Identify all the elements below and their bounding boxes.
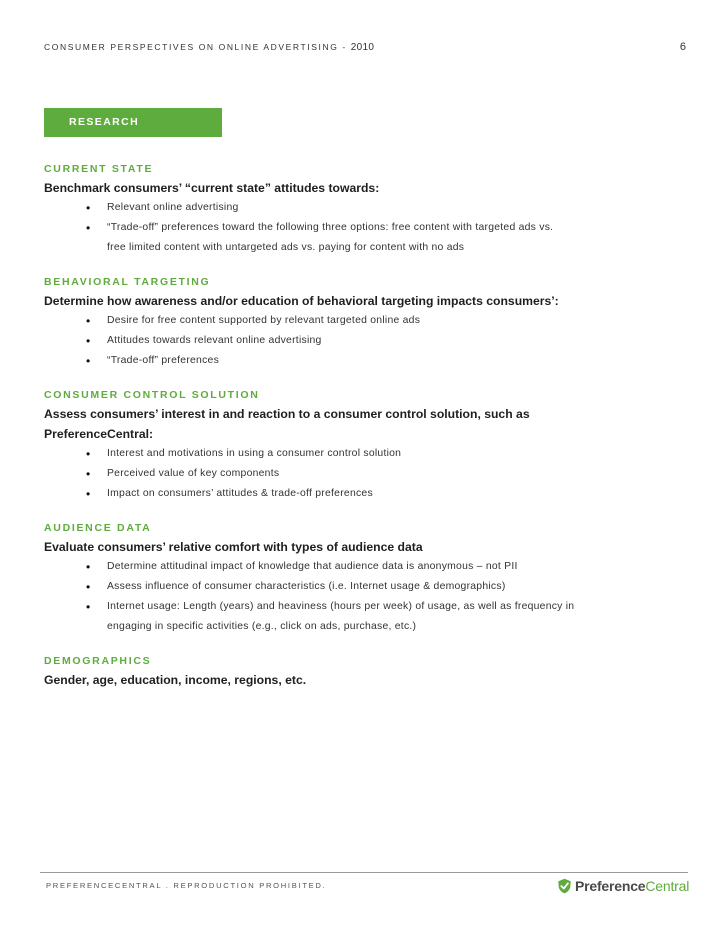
logo-text-central: Central <box>645 878 690 894</box>
logo-text-preference: Preference <box>575 878 646 894</box>
bullet-list <box>44 311 684 371</box>
bullet-item <box>44 331 684 351</box>
bullet-icon: • <box>86 487 91 501</box>
bullet-item <box>44 577 684 597</box>
bullet-icon: • <box>86 447 91 461</box>
bullet-list <box>44 557 684 637</box>
bullet-item <box>44 351 684 371</box>
bullet-item <box>44 557 684 577</box>
bullet-text: Perceived value of key components <box>107 468 280 479</box>
bullet-list <box>44 444 684 504</box>
bullet-icon: • <box>86 560 91 574</box>
objectives-content <box>44 162 684 707</box>
bullet-text: Determine attitudinal impact of knowledge that audience data is anonymous – not PII <box>107 561 518 572</box>
section-title: BEHAVIORAL TARGETING <box>44 276 211 288</box>
bullet-item <box>44 198 684 218</box>
section-title: AUDIENCE DATA <box>44 522 152 534</box>
bullet-icon: • <box>86 467 91 481</box>
section-lead: Evaluate consumers’ relative comfort with types of audience data <box>44 540 423 554</box>
bullet-icon: • <box>86 354 91 368</box>
bullet-item <box>44 597 684 617</box>
shield-check-icon <box>557 878 572 894</box>
bullet-text: engaging in specific activities (e.g., click on ads, purchase, etc.) <box>107 621 417 632</box>
bullet-text: Impact on consumers’ attitudes & trade-off preferences <box>107 488 373 499</box>
bullet-item <box>44 464 684 484</box>
bullet-text: Interest and motivations in using a consumer control solution <box>107 448 402 459</box>
bullet-text: Internet usage: Length (years) and heaviness (hours per week) of usage, as well as frequency in <box>107 601 575 612</box>
bullet-text: Relevant online advertising <box>107 202 239 213</box>
section-lead: Assess consumers’ interest in and reaction to a consumer control solution, such as <box>44 407 530 421</box>
page-header <box>44 42 686 56</box>
section-current-state <box>44 162 684 258</box>
section-lead: Benchmark consumers’ “current state” attitudes towards: <box>44 181 380 195</box>
bullet-text: free limited content with untargeted ads vs. paying for content with no ads <box>107 242 465 253</box>
bullet-icon: • <box>86 314 91 328</box>
research-objectives-tag: RESEARCH OBJECTIVES <box>44 108 222 137</box>
bullet-continuation <box>44 617 684 637</box>
section-title: CONSUMER CONTROL SOLUTION <box>44 389 260 401</box>
footer-text: PREFERENCECENTRAL . REPRODUCTION PROHIBITED. <box>46 881 327 890</box>
footer-divider <box>40 872 688 873</box>
bullet-text: Assess influence of consumer characteristics (i.e. Internet usage & demographics) <box>107 581 506 592</box>
section-audience-data <box>44 521 684 637</box>
section-title: DEMOGRAPHICS <box>44 655 152 667</box>
section-consumer-control-solution <box>44 388 684 504</box>
header-year: 2010 <box>350 42 375 53</box>
page-number: 6 <box>679 41 686 53</box>
bullet-text: Attitudes towards relevant online advertising <box>107 335 322 346</box>
bullet-icon: • <box>86 221 91 235</box>
bullet-text: “Trade-off” preferences toward the following three options: free content with targeted ads vs. <box>107 222 554 233</box>
section-lead-continued: PreferenceCentral: <box>44 427 154 441</box>
section-demographics <box>44 654 684 690</box>
section-title: CURRENT STATE <box>44 163 154 175</box>
bullet-item <box>44 218 684 238</box>
section-lead: Gender, age, education, income, regions, etc. <box>44 673 307 687</box>
header-title: CONSUMER PERSPECTIVES ON ONLINE ADVERTISING <box>44 42 339 52</box>
header-separator: - <box>338 42 351 52</box>
bullet-icon: • <box>86 600 91 614</box>
bullet-text: “Trade-off” preferences <box>107 355 220 366</box>
section-behavioral-targeting <box>44 275 684 371</box>
bullet-icon: • <box>86 334 91 348</box>
bullet-continuation <box>44 238 684 258</box>
section-lead: Determine how awareness and/or education of behavioral targeting impacts consumers’: <box>44 294 559 308</box>
bullet-icon: • <box>86 201 91 215</box>
bullet-text: Desire for free content supported by relevant targeted online ads <box>107 315 421 326</box>
bullet-item <box>44 311 684 331</box>
preferencecentral-logo <box>557 876 689 896</box>
bullet-item <box>44 484 684 504</box>
bullet-icon: • <box>86 580 91 594</box>
bullet-item <box>44 444 684 464</box>
bullet-list <box>44 198 684 258</box>
